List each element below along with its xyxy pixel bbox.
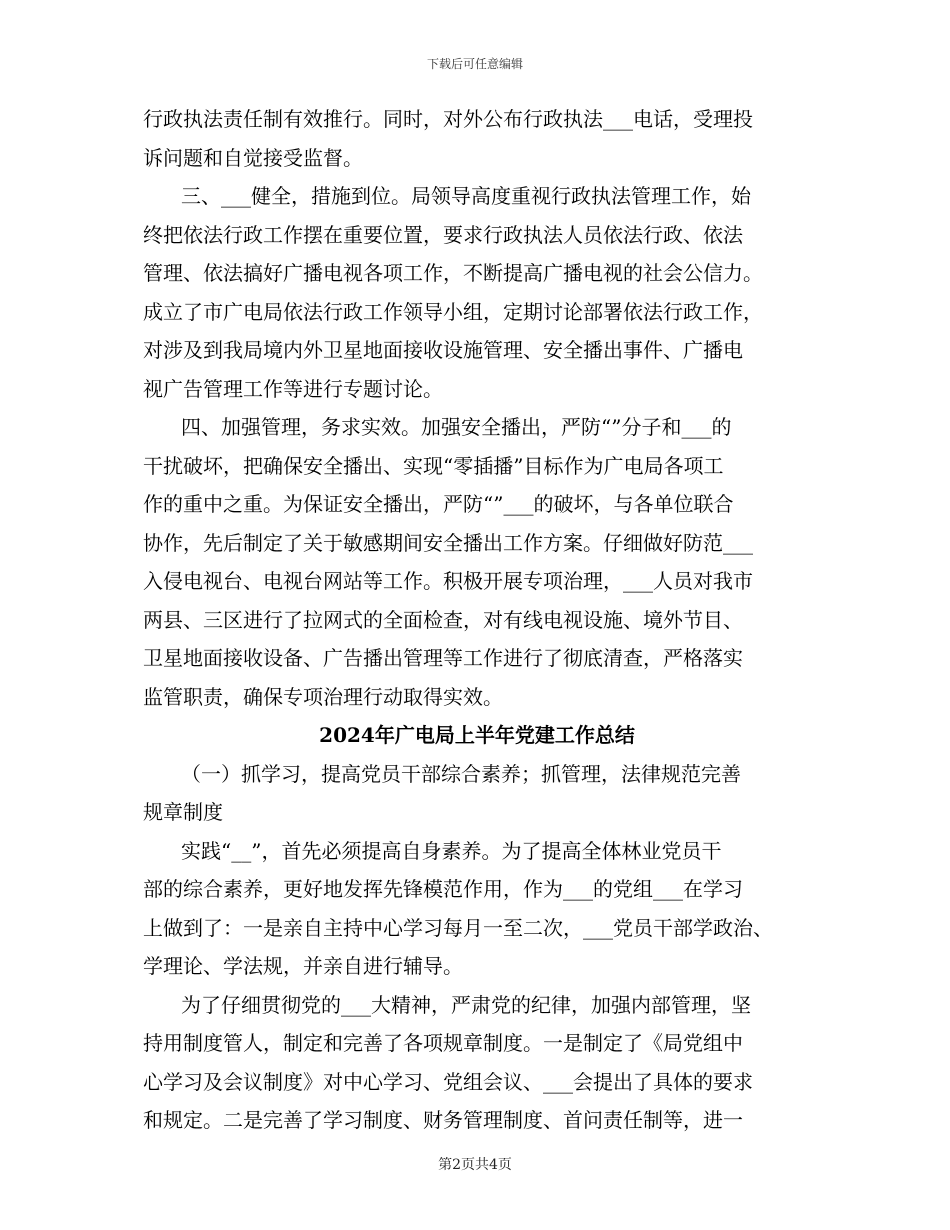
body-text-line: 协作，先后制定了关于敏感期间安全播出工作方案。仔细做好防范___ [143,530,753,555]
body-text-line: 学理论、学法规，并亲自进行辅导。 [143,954,463,978]
body-text-line: 诉问题和自觉接受监督。 [143,145,363,170]
body-text-line: 实践“__”，首先必须提高自身素养。为了提高全体林业党员干 [181,838,722,863]
body-text-line: 四、加强管理，务求实效。加强安全播出，严防“”分子和___的 [181,415,732,439]
section-title: 2024年广电局上半年党建工作总结 [319,723,635,747]
body-text-line: 对涉及到我局境内外卫星地面接收设施管理、安全播出事件、广播电 [143,338,743,362]
body-text-line: 三、___健全，措施到位。局领导高度重视行政执法管理工作，始 [181,184,751,208]
body-text-line: 上做到了：一是亲自主持中心学习每月一至二次，___党员干部学政治、 [143,915,773,940]
body-text-line: 和规定。二是完善了学习制度、财务管理制度、首问责任制等，进一 [143,1108,743,1132]
body-text-line: 规章制度 [143,800,223,824]
body-text-line: 两县、三区进行了拉网式的全面检查，对有线电视设施、境外节目、 [143,607,743,632]
body-text-line: 视广告管理工作等进行专题讨论。 [143,376,443,401]
body-text-line: （一）抓学习，提高党员干部综合素养；抓管理，法律规范完善 [181,761,741,786]
body-text-line: 心学习及会议制度》对中心学习、党组会议、___会提出了具体的要求 [143,1069,753,1094]
body-text-line: 持用制度管人，制定和完善了各项规章制度。一是制定了《局党组中 [143,1031,743,1055]
body-text-line: 监管职责，确保专项治理行动取得实效。 [143,684,503,709]
body-text-line: 入侵电视台、电视台网站等工作。积极开展专项治理，___人员对我市 [143,569,753,593]
body-text-line: 卫星地面接收设备、广告播出管理等工作进行了彻底清查，严格落实 [143,646,743,670]
page-header-note: 下载后可任意编辑 [426,57,523,71]
body-text-line: 干扰破坏，把确保安全播出、实现“零插播”目标作为广电局各项工 [143,453,724,478]
page-number: 第2页共4页 [438,1157,512,1173]
body-text-line: 部的综合素养，更好地发挥先锋模范作用，作为___的党组___在学习 [143,877,743,901]
body-text-line: 作的重中之重。为保证安全播出，严防“”___的破坏，与各单位联合 [143,492,734,516]
body-text-line: 管理、依法搞好广播电视各项工作，不断提高广播电视的社会公信力。 [143,261,763,285]
body-text-line: 行政执法责任制有效推行。同时，对外公布行政执法___电话，受理投 [143,107,753,131]
body-text-line: 为了仔细贯彻党的___大精神，严肃党的纪律，加强内部管理，坚 [181,992,751,1017]
body-text-line: 终把依法行政工作摆在重要位置，要求行政执法人员依法行政、依法 [143,222,743,247]
body-text-line: 成立了市广电局依法行政工作领导小组，定期讨论部署依法行政工作， [143,299,763,324]
document-body [143,100,811,1140]
